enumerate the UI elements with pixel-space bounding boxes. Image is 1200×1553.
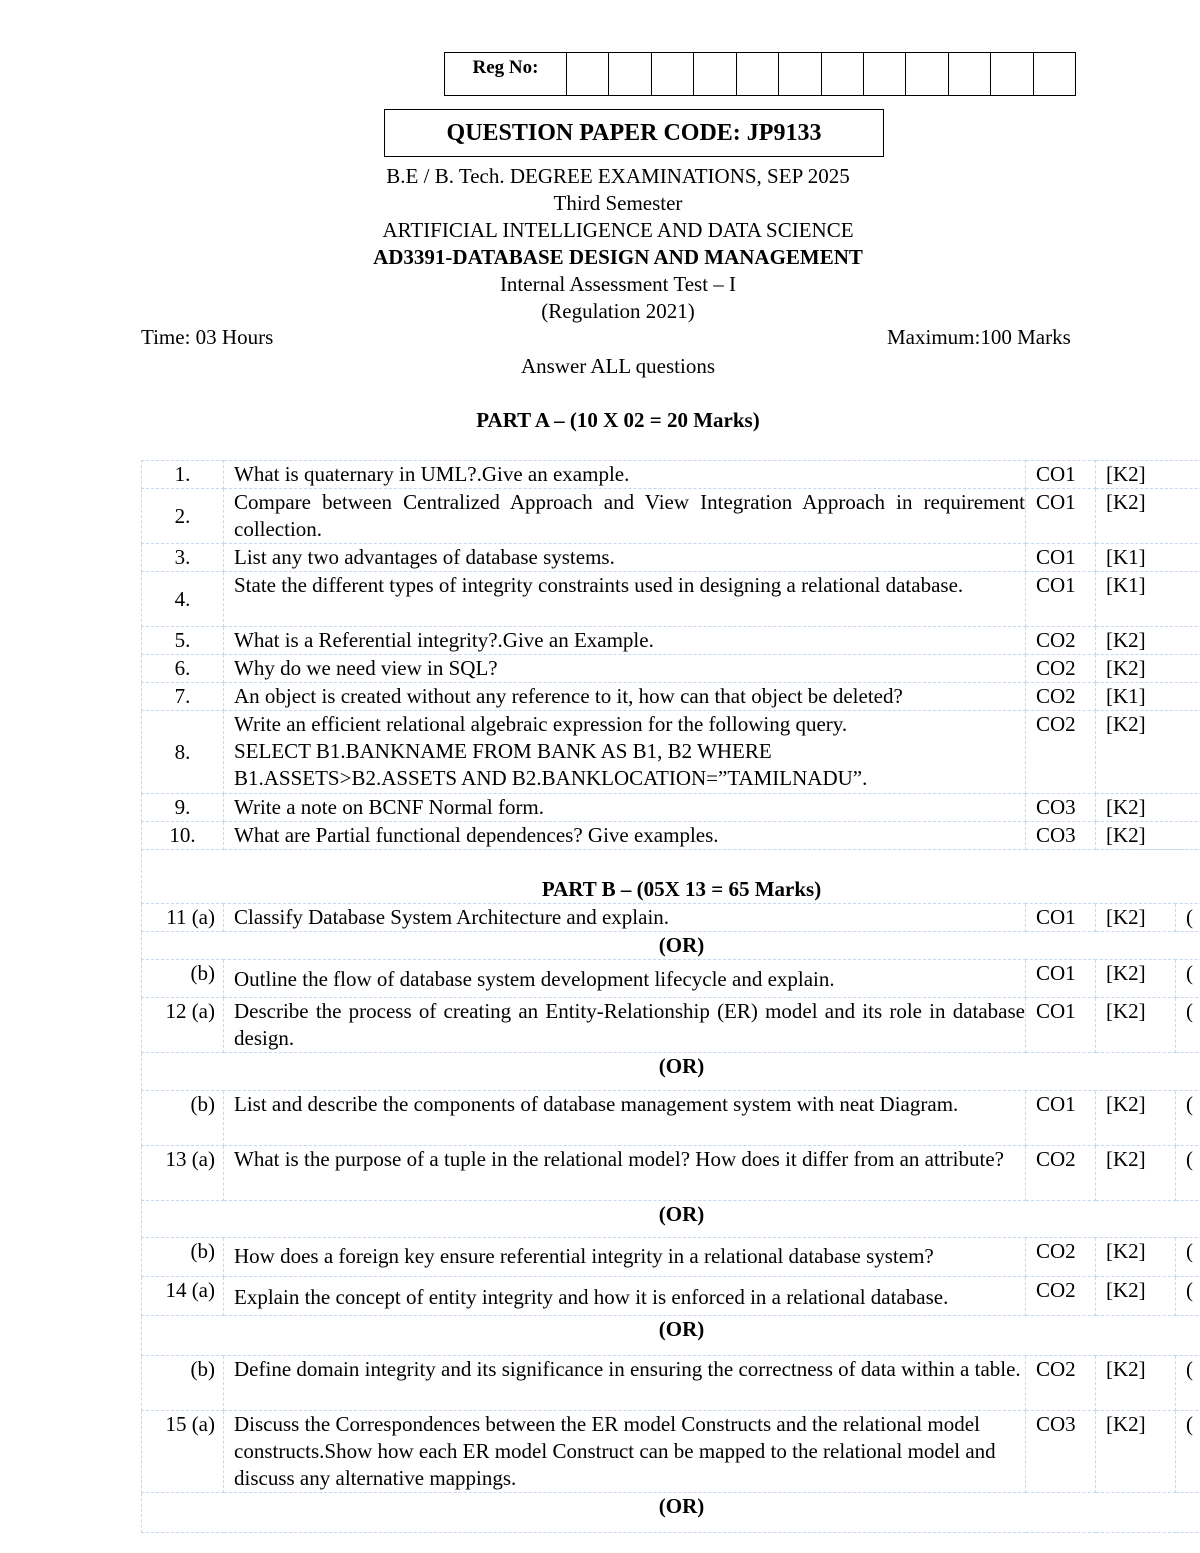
question-text — [224, 711, 1026, 794]
reg-no-digit-cell — [779, 53, 821, 95]
table-row — [142, 489, 1200, 544]
question-number: 12 (a) — [142, 998, 224, 1053]
instruction: Answer ALL questions — [520, 354, 716, 378]
knowledge-level: [K2] — [1096, 655, 1200, 683]
course-outcome: CO1 — [1026, 572, 1096, 627]
table-row — [142, 1146, 1200, 1201]
question-text-line: Write an efficient relational algebraic expression for the following query. — [234, 712, 848, 736]
reg-no-digit-cell — [609, 53, 651, 95]
course-outcome: CO1 — [1026, 1091, 1096, 1146]
part-b-title-row — [142, 850, 1200, 904]
part-b-title: PART B – (05X 13 = 65 Marks) — [142, 850, 1200, 904]
reg-no-label: Reg No: — [445, 53, 567, 95]
table-row — [142, 794, 1200, 822]
marks-cell: ( — [1176, 960, 1200, 998]
course-outcome: CO1 — [1026, 461, 1096, 489]
table-row — [142, 1238, 1200, 1277]
reg-no-digit-cell — [737, 53, 779, 95]
test-name: Internal Assessment Test – I — [499, 272, 737, 296]
table-row — [142, 960, 1200, 998]
question-text: Define domain integrity and its significance in ensuring the correctness of data within a table. — [224, 1356, 1026, 1411]
question-text: What is a Referential integrity?.Give an Example. — [224, 627, 1026, 655]
course-outcome: CO3 — [1026, 1411, 1096, 1493]
reg-no-box — [444, 52, 1076, 96]
question-number: 3. — [142, 544, 224, 572]
course-outcome: CO1 — [1026, 998, 1096, 1053]
maximum-marks: Maximum:100 Marks — [887, 325, 1071, 349]
course-outcome: CO2 — [1026, 1238, 1096, 1277]
question-number: 1. — [142, 461, 224, 489]
knowledge-level: [K2] — [1096, 1356, 1176, 1411]
semester: Third Semester — [553, 191, 683, 215]
course-outcome: CO2 — [1026, 1146, 1096, 1201]
table-row — [142, 1277, 1200, 1316]
knowledge-level: [K1] — [1096, 544, 1200, 572]
or-separator: (OR) — [142, 932, 1200, 960]
question-number: 13 (a) — [142, 1146, 224, 1201]
question-text: Why do we need view in SQL? — [224, 655, 1026, 683]
or-separator: (OR) — [142, 1053, 1200, 1091]
or-row — [142, 1053, 1200, 1091]
question-text: Explain the concept of entity integrity and how it is enforced in a relational database. — [224, 1277, 1026, 1316]
question-text: What are Partial functional dependences? Give examples. — [224, 822, 1026, 850]
marks-cell: ( — [1176, 1277, 1200, 1316]
question-text: What is the purpose of a tuple in the relational model? How does it differ from an attribute? — [224, 1146, 1026, 1201]
question-text: An object is created without any reference to it, how can that object be deleted? — [224, 683, 1026, 711]
or-separator: (OR) — [142, 1316, 1200, 1356]
question-number: 6. — [142, 655, 224, 683]
question-text: Outline the flow of database system development lifecycle and explain. — [224, 960, 1026, 998]
course-outcome: CO1 — [1026, 904, 1096, 932]
table-row — [142, 711, 1200, 794]
sql-query-line: B1.ASSETS>B2.ASSETS AND B2.BANKLOCATION=”TAMILNADU”. — [234, 766, 868, 790]
question-text: What is quaternary in UML?.Give an example. — [224, 461, 1026, 489]
part-b-table — [141, 849, 1200, 1533]
table-row — [142, 1091, 1200, 1146]
course-outcome: CO2 — [1026, 711, 1096, 794]
table-row — [142, 904, 1200, 932]
marks-cell: ( — [1176, 998, 1200, 1053]
question-text: State the different types of integrity constraints used in designing a relational database. — [224, 572, 1026, 627]
question-number: 14 (a) — [142, 1277, 224, 1316]
course-outcome: CO3 — [1026, 794, 1096, 822]
exam-title: B.E / B. Tech. DEGREE EXAMINATIONS, SEP 2025 — [386, 164, 850, 188]
or-row — [142, 1316, 1200, 1356]
question-text: Describe the process of creating an Entity-Relationship (ER) model and its role in database design. — [224, 998, 1026, 1053]
question-text: Discuss the Correspondences between the ER model Constructs and the relational model constructs.Show how each ER model Construct can be mapped to the relational model and discuss any alternative mappings. — [224, 1411, 1026, 1493]
question-text: List and describe the components of database management system with neat Diagram. — [224, 1091, 1026, 1146]
question-number: (b) — [142, 1356, 224, 1411]
marks-cell: ( — [1176, 1091, 1200, 1146]
course-title: AD3391-DATABASE DESIGN AND MANAGEMENT — [373, 245, 863, 269]
question-number: (b) — [142, 1091, 224, 1146]
question-text: Write a note on BCNF Normal form. — [224, 794, 1026, 822]
reg-no-digit-cell — [864, 53, 906, 95]
question-number: (b) — [142, 960, 224, 998]
question-number: 11 (a) — [142, 904, 224, 932]
course-outcome: CO2 — [1026, 1277, 1096, 1316]
reg-no-digit-cell — [652, 53, 694, 95]
question-text: How does a foreign key ensure referential integrity in a relational database system? — [224, 1238, 1026, 1277]
table-row — [142, 1411, 1200, 1493]
or-row — [142, 932, 1200, 960]
question-text: Compare between Centralized Approach and View Integration Approach in requirement collection. — [224, 489, 1026, 544]
marks-cell: ( — [1176, 1411, 1200, 1493]
reg-no-digit-cell — [567, 53, 609, 95]
table-row — [142, 655, 1200, 683]
marks-cell: ( — [1176, 904, 1200, 932]
knowledge-level: [K2] — [1096, 1411, 1176, 1493]
part-a-table — [141, 460, 1200, 850]
department: ARTIFICIAL INTELLIGENCE AND DATA SCIENCE — [382, 218, 854, 242]
course-outcome: CO1 — [1026, 960, 1096, 998]
knowledge-level: [K2] — [1096, 794, 1200, 822]
knowledge-level: [K2] — [1096, 1277, 1176, 1316]
knowledge-level: [K2] — [1096, 822, 1200, 850]
course-outcome: CO2 — [1026, 655, 1096, 683]
table-row — [142, 1356, 1200, 1411]
knowledge-level: [K2] — [1096, 1091, 1176, 1146]
reg-no-digit-cell — [694, 53, 736, 95]
course-outcome: CO2 — [1026, 683, 1096, 711]
question-number: 2. — [142, 489, 224, 544]
reg-no-digit-cell — [906, 53, 948, 95]
or-separator: (OR) — [142, 1201, 1200, 1238]
time-duration: Time: 03 Hours — [141, 325, 274, 349]
course-outcome: CO1 — [1026, 544, 1096, 572]
question-number: 8. — [142, 711, 224, 794]
course-outcome: CO3 — [1026, 822, 1096, 850]
or-row — [142, 1493, 1200, 1533]
table-row — [142, 627, 1200, 655]
marks-cell: ( — [1176, 1146, 1200, 1201]
knowledge-level: [K2] — [1096, 489, 1200, 544]
table-row — [142, 572, 1200, 627]
course-outcome: CO1 — [1026, 489, 1096, 544]
course-outcome: CO2 — [1026, 1356, 1096, 1411]
question-text: List any two advantages of database systems. — [224, 544, 1026, 572]
reg-no-digit-cell — [991, 53, 1033, 95]
or-row — [142, 1201, 1200, 1238]
question-number: 15 (a) — [142, 1411, 224, 1493]
knowledge-level: [K2] — [1096, 904, 1176, 932]
sql-query-line: SELECT B1.BANKNAME FROM BANK AS B1, B2 WHERE — [234, 739, 772, 763]
table-row — [142, 998, 1200, 1053]
reg-no-digit-cell — [949, 53, 991, 95]
knowledge-level: [K1] — [1096, 683, 1200, 711]
marks-cell: ( — [1176, 1356, 1200, 1411]
knowledge-level: [K2] — [1096, 1238, 1176, 1277]
part-a-title: PART A – (10 X 02 = 20 Marks) — [476, 408, 760, 432]
table-row — [142, 461, 1200, 489]
regulation: (Regulation 2021) — [541, 299, 695, 323]
knowledge-level: [K2] — [1096, 998, 1176, 1053]
table-row — [142, 544, 1200, 572]
question-number: 4. — [142, 572, 224, 627]
question-number: 5. — [142, 627, 224, 655]
table-row — [142, 683, 1200, 711]
or-separator: (OR) — [142, 1493, 1200, 1533]
knowledge-level: [K1] — [1096, 572, 1200, 627]
table-row — [142, 822, 1200, 850]
reg-no-digit-cell — [1034, 53, 1075, 95]
course-outcome: CO2 — [1026, 627, 1096, 655]
question-number: 7. — [142, 683, 224, 711]
knowledge-level: [K2] — [1096, 627, 1200, 655]
question-paper-code: QUESTION PAPER CODE: JP9133 — [384, 109, 884, 157]
marks-cell: ( — [1176, 1238, 1200, 1277]
knowledge-level: [K2] — [1096, 960, 1176, 998]
question-number: 9. — [142, 794, 224, 822]
knowledge-level: [K2] — [1096, 711, 1200, 794]
knowledge-level: [K2] — [1096, 1146, 1176, 1201]
question-number: 10. — [142, 822, 224, 850]
question-number: (b) — [142, 1238, 224, 1277]
reg-no-digit-cell — [822, 53, 864, 95]
question-text: Classify Database System Architecture and explain. — [224, 904, 1026, 932]
knowledge-level: [K2] — [1096, 461, 1200, 489]
